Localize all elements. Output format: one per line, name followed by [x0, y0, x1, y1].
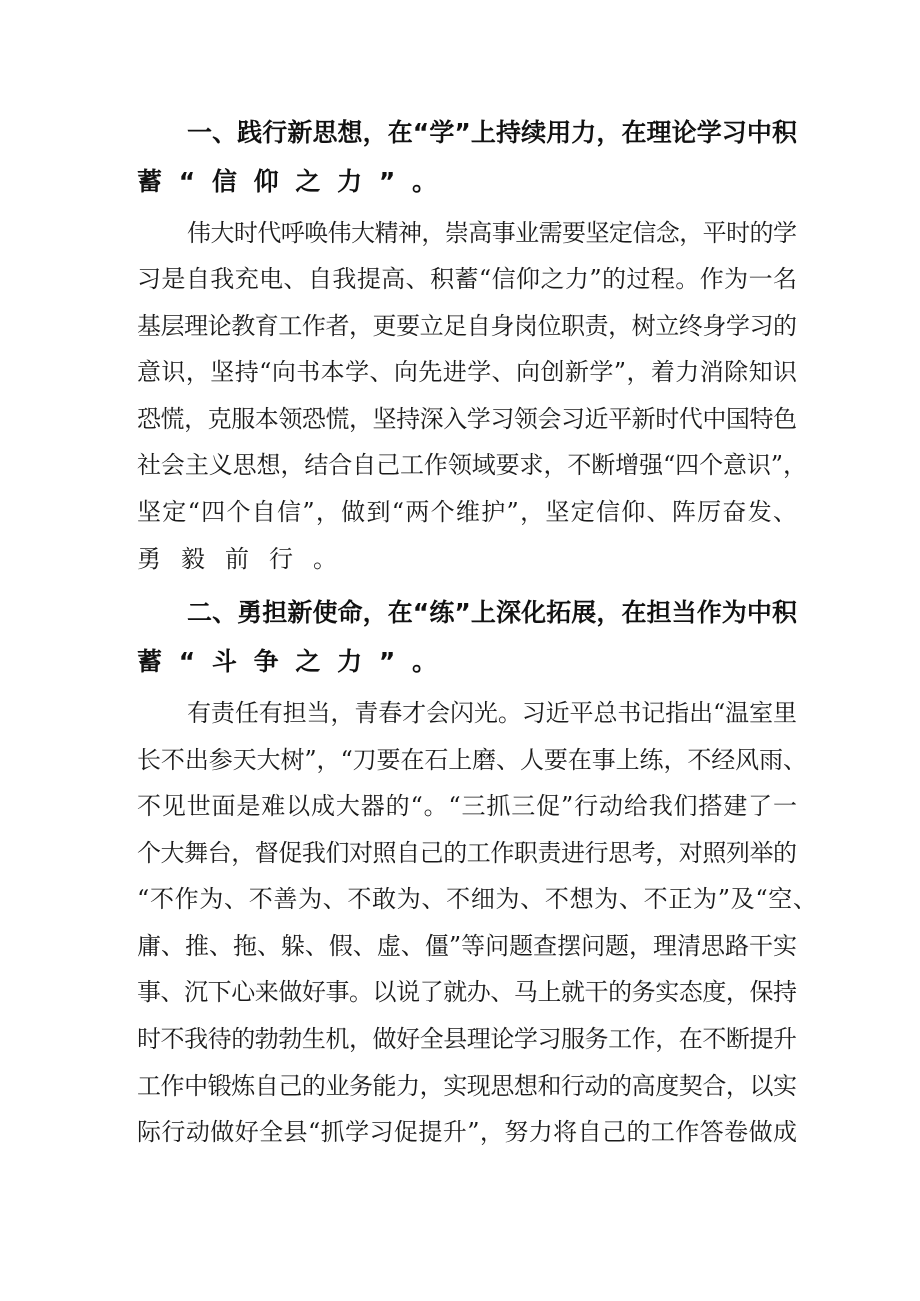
section2-body-line6: 庸、推、拖、躲、假、虚、僵”等问题查摆问题，理清思路干实 — [137, 932, 797, 960]
section1-body-line6: 社会主义思想，结合自己工作领域要求，不断增强“四个意识”， — [137, 451, 807, 479]
section1-body-line2: 习是自我充电、自我提高、积蓄“信仰之力”的过程。作为一名 — [137, 265, 798, 293]
section2-body-line1: 有责任有担当，青春才会闪光。习近平总书记指出“温室里 — [187, 699, 797, 727]
section1-heading-line2: 蓄“信仰之力”。 — [137, 167, 454, 196]
section2-heading-line1: 二、勇担新使命，在“练”上深化拓展，在担当作为中积 — [187, 598, 798, 627]
section1-body-line5: 恐慌，克服本领恐慌，坚持深入学习领会习近平新时代中国特色 — [137, 405, 797, 433]
section2-body-line3: 不见世面是难以成大器的“。“三抓三促”行动给我们搭建了一 — [137, 792, 798, 820]
section1-body-line7: 坚定“四个自信”，做到“两个维护”，坚定信仰、阵厉奋发、 — [137, 498, 799, 526]
section2-body-line10: 际行动做好全县“抓学习促提升”，努力将自己的工作答卷做成 — [137, 1118, 798, 1146]
section2-body-line5: “不作为、不善为、不敢为、不细为、不想为、不正为”及“空、 — [137, 885, 818, 913]
section2-body-line4: 个大舞台，督促我们对照自己的工作职责进行思考，对照列举的 — [137, 839, 797, 867]
section1-body-line8: 勇毅前行。 — [137, 545, 357, 573]
section2-heading-line2: 蓄“斗争之力”。 — [137, 647, 454, 676]
section2-body-line9: 工作中锻炼自己的业务能力，实现思想和行动的高度契合，以实 — [137, 1072, 797, 1100]
section2-body-line2: 长不出参天大树”，“刀要在石上磨、人要在事上练，不经风雨、 — [137, 746, 807, 774]
section2-body-line8: 时不我待的勃勃生机，做好全县理论学习服务工作，在不断提升 — [137, 1025, 797, 1053]
section1-body-line1: 伟大时代呼唤伟大精神，崇高事业需要坚定信念，平时的学 — [187, 219, 797, 247]
section1-body-line4: 意识，坚持“向书本学、向先进学、向创新学”，着力消除知识 — [137, 358, 798, 386]
section1-body-line3: 基层理论教育工作者，更要立足自身岗位职责，树立终身学习的 — [137, 312, 797, 340]
section2-body-line7: 事、沉下心来做好事。以说了就办、马上就干的务实态度，保持 — [137, 978, 797, 1006]
section1-heading-line1: 一、践行新思想，在“学”上持续用力，在理论学习中积 — [187, 118, 798, 147]
